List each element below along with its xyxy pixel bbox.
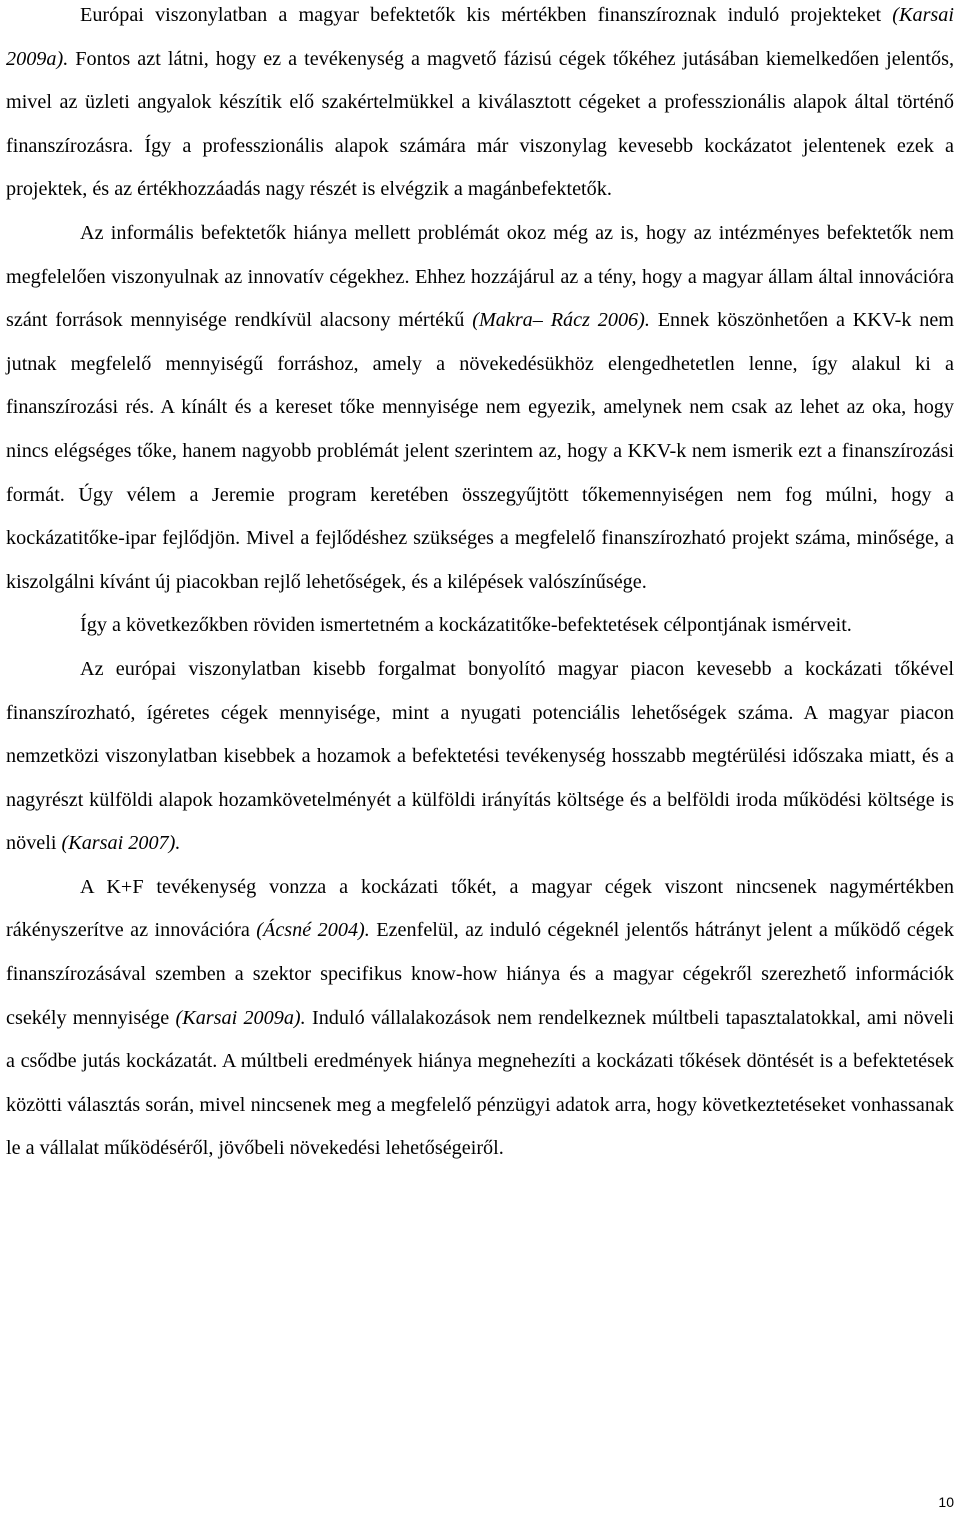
text-segment: Ennek köszönhetően a KKV-k nem jutnak megfelelő mennyiségű forráshoz, amely a növekedésükhöz elengedhetetlen lenne, így alakul ki a finanszírozási rés. A kínált és a kereset tőke mennyisége nem egyezik, amelynek nem csak az lehet az oka, hogy nincs elégséges tőke, hanem nagyobb problémát jelent szerintem az, hogy a KKV-k nem ismerik ezt a finanszírozási formát. Úgy vélem a Jeremie program keretében összegyűjtött tőkemennyiségen nem fog múlni, hogy a kockázatitőke-ipar fejlődjön. Mivel a fejlődéshez szükséges a megfelelő finanszírozható projekt száma, minősége, a kiszolgálni kívánt új piacokban rejlő lehetőségek, és a kilépések valószínűsége. bbox=[6, 309, 954, 593]
citation: (Ácsné 2004). bbox=[256, 919, 370, 942]
text-segment: A K+F tevékenység vonzza a kockázati tőkét, a magyar cégek viszont nincsenek nagymértékben rákényszerítve az innovációra bbox=[6, 875, 954, 942]
citation: (Karsai 2009a). bbox=[175, 1006, 306, 1029]
paragraph-3 bbox=[6, 604, 954, 648]
page-number: 10 bbox=[938, 1494, 954, 1510]
text-segment: Európai viszonylatban a magyar befektetők kis mértékben finanszíroznak induló projekteket bbox=[80, 4, 893, 26]
text-segment: Az informális befektetők hiánya mellett problémát okoz még az is, hogy az intézményes befektetők nem megfelelően viszonyulnak az innovatív cégekhez. Ehhez hozzájárul az a tény, hogy a magyar állam által innovációra szánt források mennyisége rendkívül alacsony mértékű bbox=[6, 221, 954, 332]
paragraph-1 bbox=[6, 0, 954, 212]
paragraph-2 bbox=[6, 212, 954, 604]
text-segment: Az európai viszonylatban kisebb forgalmat bonyolító magyar piacon kevesebb a kockázati tőkével finanszírozható, ígéretes cégek mennyisége, mint a nyugati potenciális lehetőségek száma. A magyar piacon nemzetközi viszonylatban kisebbek a hozamok a befektetési tevékenység hosszabb megtérülési időszaka miatt, és a nagyrészt külföldi alapok hozamkövetelményét a külföldi irányítás költsége és a belföldi iroda működési költsége is növeli bbox=[6, 657, 954, 855]
text-segment: Ezenfelül, az induló cégeknél jelentős hátrányt jelent a működő cégek finanszírozásával szemben a szektor specifikus know-how hiánya és a magyar cégekről szerezhető információk csekély mennyisége bbox=[6, 919, 954, 1029]
document-body bbox=[6, 0, 954, 1171]
citation: (Makra– Rácz 2006). bbox=[472, 309, 650, 332]
citation: (Karsai 2007). bbox=[61, 832, 181, 855]
text-segment: Induló vállalakozások nem rendelkeznek múltbeli tapasztalatokkal, ami növeli a csődbe jutás kockázatát. A múltbeli eredmények hiánya megnehezíti a kockázati tőkések döntését is a befektetések közötti választás során, mivel nincsenek meg a megfelelő pénzügyi adatok arra, hogy következtetéseket vonhassanak le a vállalat működéséről, jövőbeli növekedési lehetőségeiről. bbox=[6, 1006, 954, 1160]
citation: (Karsai 2009a). bbox=[6, 4, 954, 70]
text-segment: Fontos azt látni, hogy ez a tevékenység a magvető fázisú cégek tőkéhez jutásában kiemelkedően jelentős, mivel az üzleti angyalok készítik elő szakértelmükkel a kiválasztott cégeket a professzionális alapok által történő finanszírozásra. Így a professzionális alapok számára már viszonylag kevesebb kockázatot jelentenek ezek a projektek, és az értékhozzáadás nagy részét is elvégzik a magánbefektetők. bbox=[6, 47, 954, 201]
paragraph-4 bbox=[6, 648, 954, 866]
text-segment: Így a következőkben röviden ismertetném a kockázatitőke-befektetések célpontjának ismérveit. bbox=[80, 614, 852, 637]
paragraph-5 bbox=[6, 866, 954, 1171]
